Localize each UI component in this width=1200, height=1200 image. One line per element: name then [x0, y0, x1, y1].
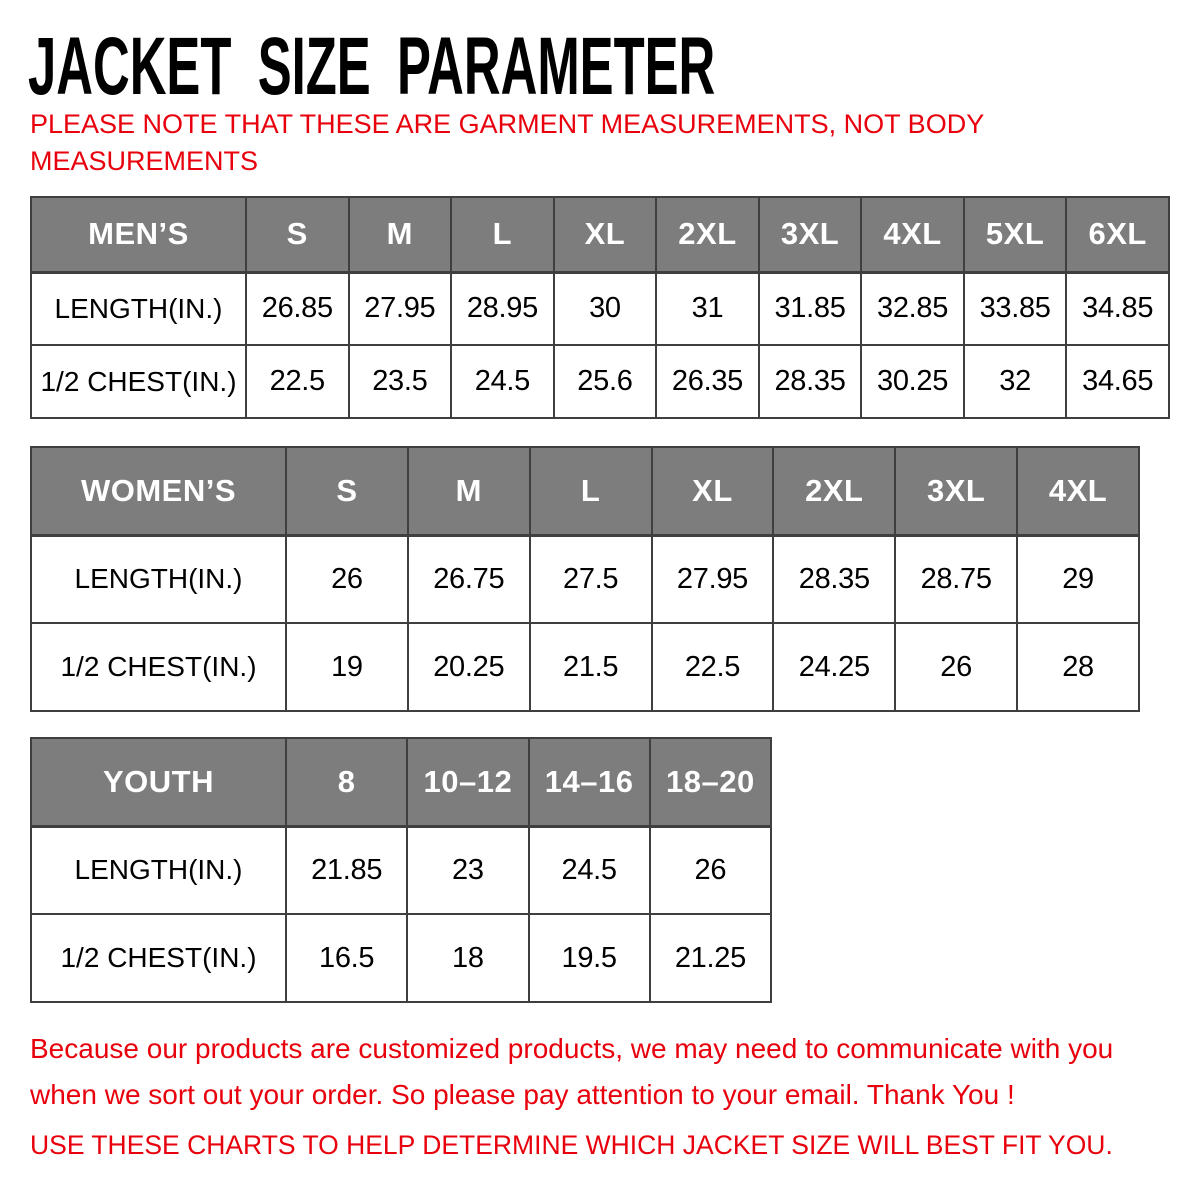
mens-size-header: L — [451, 197, 554, 272]
womens-size-table-container — [30, 446, 1140, 712]
mens-value-cell: 31.85 — [759, 272, 862, 345]
youth-value-cell: 21.85 — [286, 826, 407, 914]
youth-size-table — [30, 737, 772, 1003]
womens-size-header: S — [286, 447, 408, 535]
womens-size-header: XL — [652, 447, 774, 535]
mens-value-cell: 26.35 — [656, 345, 759, 418]
womens-value-cell: 19 — [286, 623, 408, 711]
garment-measurement-note: PLEASE NOTE THAT THESE ARE GARMENT MEASUREMENTS, NOT BODY MEASUREMENTS — [30, 109, 984, 176]
mens-value-cell: 22.5 — [246, 345, 349, 418]
womens-value-cell: 20.25 — [408, 623, 530, 711]
youth-row-label: LENGTH(IN.) — [31, 826, 286, 914]
mens-table-title: MEN’S — [31, 197, 246, 272]
mens-size-header: M — [349, 197, 452, 272]
womens-value-cell: 29 — [1017, 535, 1139, 623]
customized-products-note: Because our products are customized products, we may need to communicate with you when we sort out your order. So please pay attention to your email. Thank You ! — [30, 1033, 1114, 1110]
womens-size-header: M — [408, 447, 530, 535]
womens-value-cell: 28.75 — [895, 535, 1017, 623]
mens-size-header: 2XL — [656, 197, 759, 272]
mens-size-header: 3XL — [759, 197, 862, 272]
chart-usage-instruction: USE THESE CHARTS TO HELP DETERMINE WHICH JACKET SIZE WILL BEST FIT YOU. — [30, 1130, 1113, 1160]
womens-value-cell: 26.75 — [408, 535, 530, 623]
womens-size-header: 2XL — [773, 447, 895, 535]
womens-header-row — [31, 447, 1139, 535]
womens-value-cell: 26 — [895, 623, 1017, 711]
mens-size-header: 4XL — [861, 197, 964, 272]
mens-header-row — [31, 197, 1169, 272]
mens-measurement-row — [31, 272, 1169, 345]
youth-size-header: 8 — [286, 738, 407, 826]
mens-value-cell: 32 — [964, 345, 1067, 418]
womens-size-header: L — [530, 447, 652, 535]
womens-table-title: WOMEN’S — [31, 447, 286, 535]
womens-value-cell: 24.25 — [773, 623, 895, 711]
mens-size-table — [30, 196, 1170, 419]
mens-size-header: S — [246, 197, 349, 272]
womens-value-cell: 27.95 — [652, 535, 774, 623]
youth-header-row — [31, 738, 771, 826]
mens-size-header: 6XL — [1066, 197, 1169, 272]
youth-size-header: 14–16 — [529, 738, 650, 826]
youth-value-cell: 21.25 — [650, 914, 771, 1002]
mens-value-cell: 26.85 — [246, 272, 349, 345]
mens-value-cell: 24.5 — [451, 345, 554, 418]
womens-row-label: 1/2 CHEST(IN.) — [31, 623, 286, 711]
youth-size-table-container — [30, 737, 772, 1003]
mens-value-cell: 31 — [656, 272, 759, 345]
mens-size-table-container — [30, 196, 1170, 419]
youth-value-cell: 26 — [650, 826, 771, 914]
mens-row-label: 1/2 CHEST(IN.) — [31, 345, 246, 418]
womens-value-cell: 26 — [286, 535, 408, 623]
youth-value-cell: 18 — [407, 914, 528, 1002]
mens-measurement-row — [31, 345, 1169, 418]
mens-size-header: 5XL — [964, 197, 1067, 272]
womens-value-cell: 22.5 — [652, 623, 774, 711]
youth-value-cell: 23 — [407, 826, 528, 914]
youth-measurement-row — [31, 826, 771, 914]
youth-value-cell: 16.5 — [286, 914, 407, 1002]
mens-value-cell: 25.6 — [554, 345, 657, 418]
page-title: JACKET SIZE PARAMETER — [28, 21, 716, 112]
mens-row-label: LENGTH(IN.) — [31, 272, 246, 345]
womens-measurement-row — [31, 535, 1139, 623]
mens-value-cell: 30 — [554, 272, 657, 345]
mens-size-header: XL — [554, 197, 657, 272]
womens-value-cell: 28.35 — [773, 535, 895, 623]
mens-value-cell: 33.85 — [964, 272, 1067, 345]
youth-row-label: 1/2 CHEST(IN.) — [31, 914, 286, 1002]
mens-value-cell: 32.85 — [861, 272, 964, 345]
youth-value-cell: 24.5 — [529, 826, 650, 914]
womens-value-cell: 28 — [1017, 623, 1139, 711]
mens-value-cell: 30.25 — [861, 345, 964, 418]
womens-size-header: 3XL — [895, 447, 1017, 535]
youth-size-header: 10–12 — [407, 738, 528, 826]
youth-measurement-row — [31, 914, 771, 1002]
youth-table-title: YOUTH — [31, 738, 286, 826]
womens-row-label: LENGTH(IN.) — [31, 535, 286, 623]
mens-value-cell: 28.95 — [451, 272, 554, 345]
womens-measurement-row — [31, 623, 1139, 711]
youth-size-header: 18–20 — [650, 738, 771, 826]
womens-size-table — [30, 446, 1140, 712]
mens-value-cell: 27.95 — [349, 272, 452, 345]
womens-value-cell: 21.5 — [530, 623, 652, 711]
womens-size-header: 4XL — [1017, 447, 1139, 535]
youth-value-cell: 19.5 — [529, 914, 650, 1002]
mens-value-cell: 34.85 — [1066, 272, 1169, 345]
mens-value-cell: 23.5 — [349, 345, 452, 418]
mens-value-cell: 28.35 — [759, 345, 862, 418]
mens-value-cell: 34.65 — [1066, 345, 1169, 418]
womens-value-cell: 27.5 — [530, 535, 652, 623]
